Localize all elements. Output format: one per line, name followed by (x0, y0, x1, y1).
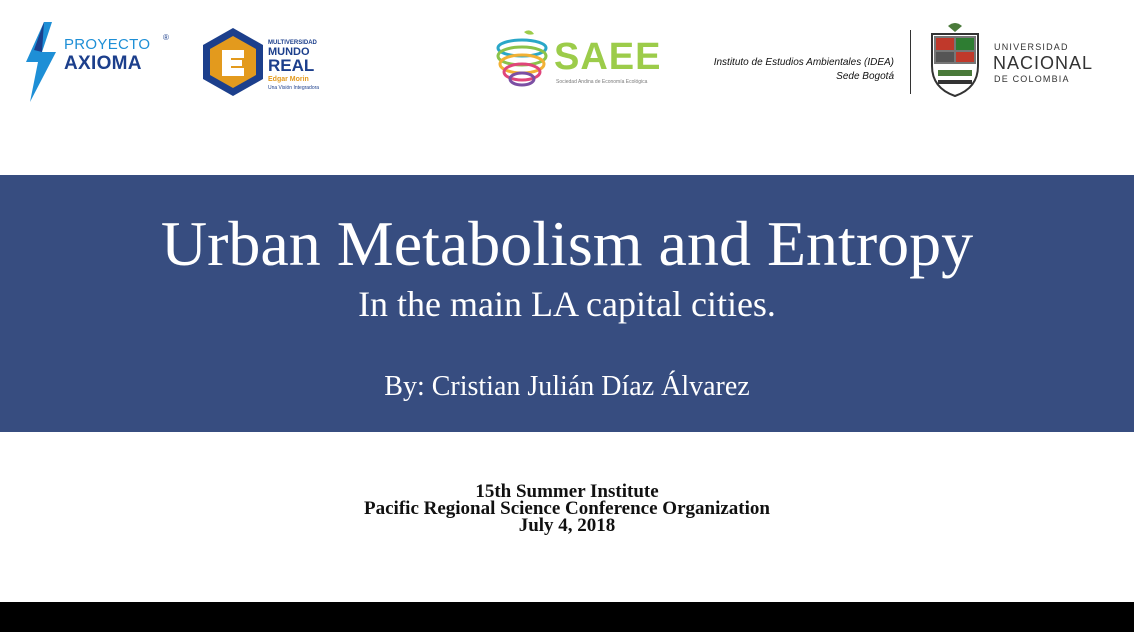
mundo-line1: MULTIVERSIDAD (268, 40, 317, 46)
unal-shield-icon (924, 22, 986, 98)
idea-line1: Instituto de Estudios Ambientales (IDEA) (713, 57, 894, 68)
registered-mark: ® (163, 33, 169, 42)
event-info (0, 483, 1134, 534)
slide-author: By: Cristian Julián Díaz Álvarez (384, 371, 750, 402)
proyecto-axioma-logo (20, 22, 180, 102)
idea-institute-label (686, 56, 894, 92)
saee-globe-icon (494, 28, 552, 92)
mundo-real-hexagon-icon (200, 26, 266, 98)
slide-subtitle: In the main LA capital cities. (358, 284, 776, 324)
mundo-line3: REAL (268, 56, 315, 75)
mundo-line5: Una Visión Integradora (268, 85, 320, 91)
axioma-line2: AXIOMA (64, 53, 142, 74)
saee-logo (494, 28, 674, 92)
lightning-bolt-icon (20, 22, 62, 102)
mundo-line4: Edgar Morin (268, 76, 309, 83)
slide-title: Urban Metabolism and Entropy (160, 208, 974, 279)
saee-name: SAEE (554, 36, 662, 78)
logo-divider (910, 30, 911, 94)
universidad-nacional-logo (924, 22, 1114, 98)
unal-line2: NACIONAL (993, 53, 1094, 73)
event-line: July 4, 2018 (518, 515, 616, 536)
event-line: 15th Summer Institute (475, 481, 659, 502)
bottom-bar (0, 602, 1134, 632)
unal-line1: UNIVERSIDAD (994, 42, 1069, 52)
title-band (0, 175, 1134, 432)
mundo-real-logo (200, 26, 325, 98)
axioma-line1: PROYECTO (64, 36, 151, 53)
idea-line2: Sede Bogotá (836, 71, 894, 82)
saee-full-name: Sociedad Andina de Economía Ecológica (556, 79, 648, 85)
event-line: Pacific Regional Science Conference Organization (364, 498, 770, 519)
mundo-line2: MUNDO (268, 46, 310, 58)
unal-line3: DE COLOMBIA (994, 74, 1070, 84)
